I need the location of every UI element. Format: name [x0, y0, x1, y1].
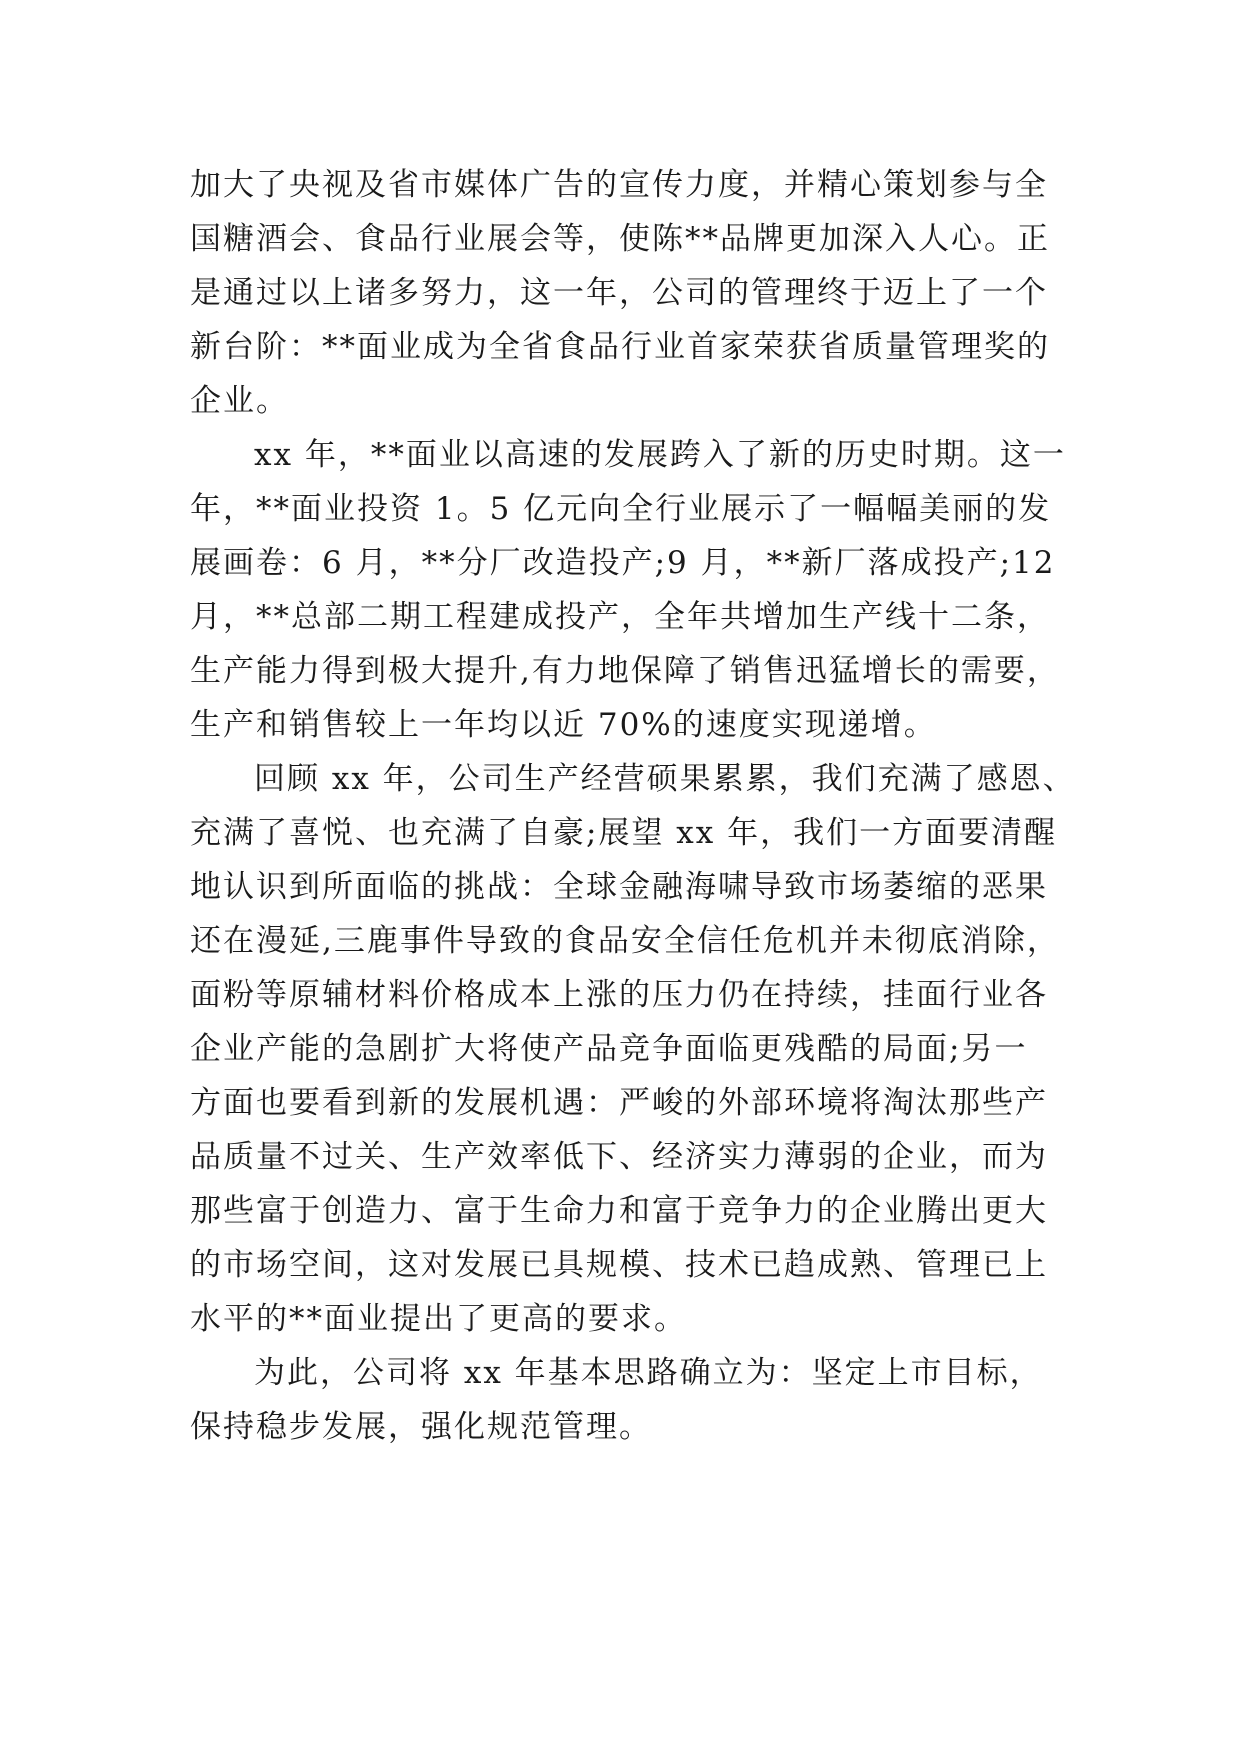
- text-line: 充满了喜悦、也充满了自豪;展望 xx 年，我们一方面要清醒: [190, 815, 1058, 851]
- body-text: [190, 158, 1076, 1454]
- text-line: 生产和销售较上一年均以近 70%的速度实现递增。: [190, 707, 937, 743]
- text-line: 面粉等原辅材料价格成本上涨的压力仍在持续，挂面行业各: [190, 977, 1048, 1013]
- text-line: 展画卷：6 月，**分厂改造投产;9 月，**新厂落成投产;12: [190, 545, 1056, 581]
- text-line: 的市场空间，这对发展已具规模、技术已趋成熟、管理已上: [190, 1247, 1048, 1283]
- text-line: 保持稳步发展，强化规范管理。: [190, 1409, 652, 1445]
- text-line: 方面也要看到新的发展机遇：严峻的外部环境将淘汰那些产: [190, 1085, 1048, 1121]
- text-line: 月，**总部二期工程建成投产，全年共增加生产线十二条，: [190, 599, 1050, 635]
- text-line: 加大了央视及省市媒体广告的宣传力度，并精心策划参与全: [190, 167, 1048, 203]
- text-line: 还在漫延,三鹿事件导致的食品安全信任危机并未彻底消除，: [190, 923, 1060, 959]
- text-line: 品质量不过关、生产效率低下、经济实力薄弱的企业，而为: [190, 1139, 1048, 1175]
- text-line: 生产能力得到极大提升,有力地保障了销售迅猛增长的需要，: [190, 653, 1060, 689]
- text-line: 是通过以上诸多努力，这一年，公司的管理终于迈上了一个: [190, 275, 1048, 311]
- text-line: 地认识到所面临的挑战：全球金融海啸导致市场萎缩的恶果: [190, 869, 1048, 905]
- paragraph-first-line: xx 年，**面业以高速的发展跨入了新的历史时期。这一: [254, 437, 1066, 473]
- paragraph-first-line: 回顾 xx 年，公司生产经营硕果累累，我们充满了感恩、: [254, 761, 1076, 797]
- text-line: 国糖酒会、食品行业展会等，使陈**品牌更加深入人心。正: [190, 221, 1050, 257]
- text-line: 企业产能的急剧扩大将使产品竞争面临更残酷的局面;另一: [190, 1031, 1028, 1067]
- text-line: 企业。: [190, 383, 289, 419]
- text-line: 年，**面业投资 1。5 亿元向全行业展示了一幅幅美丽的发: [190, 491, 1052, 527]
- paragraph-first-line: 为此，公司将 xx 年基本思路确立为：坚定上市目标，: [254, 1355, 1043, 1391]
- text-line: 水平的**面业提出了更高的要求。: [190, 1301, 687, 1337]
- text-line: 新台阶：**面业成为全省食品行业首家荣获省质量管理奖的: [190, 329, 1050, 365]
- text-line: 那些富于创造力、富于生命力和富于竞争力的企业腾出更大: [190, 1193, 1048, 1229]
